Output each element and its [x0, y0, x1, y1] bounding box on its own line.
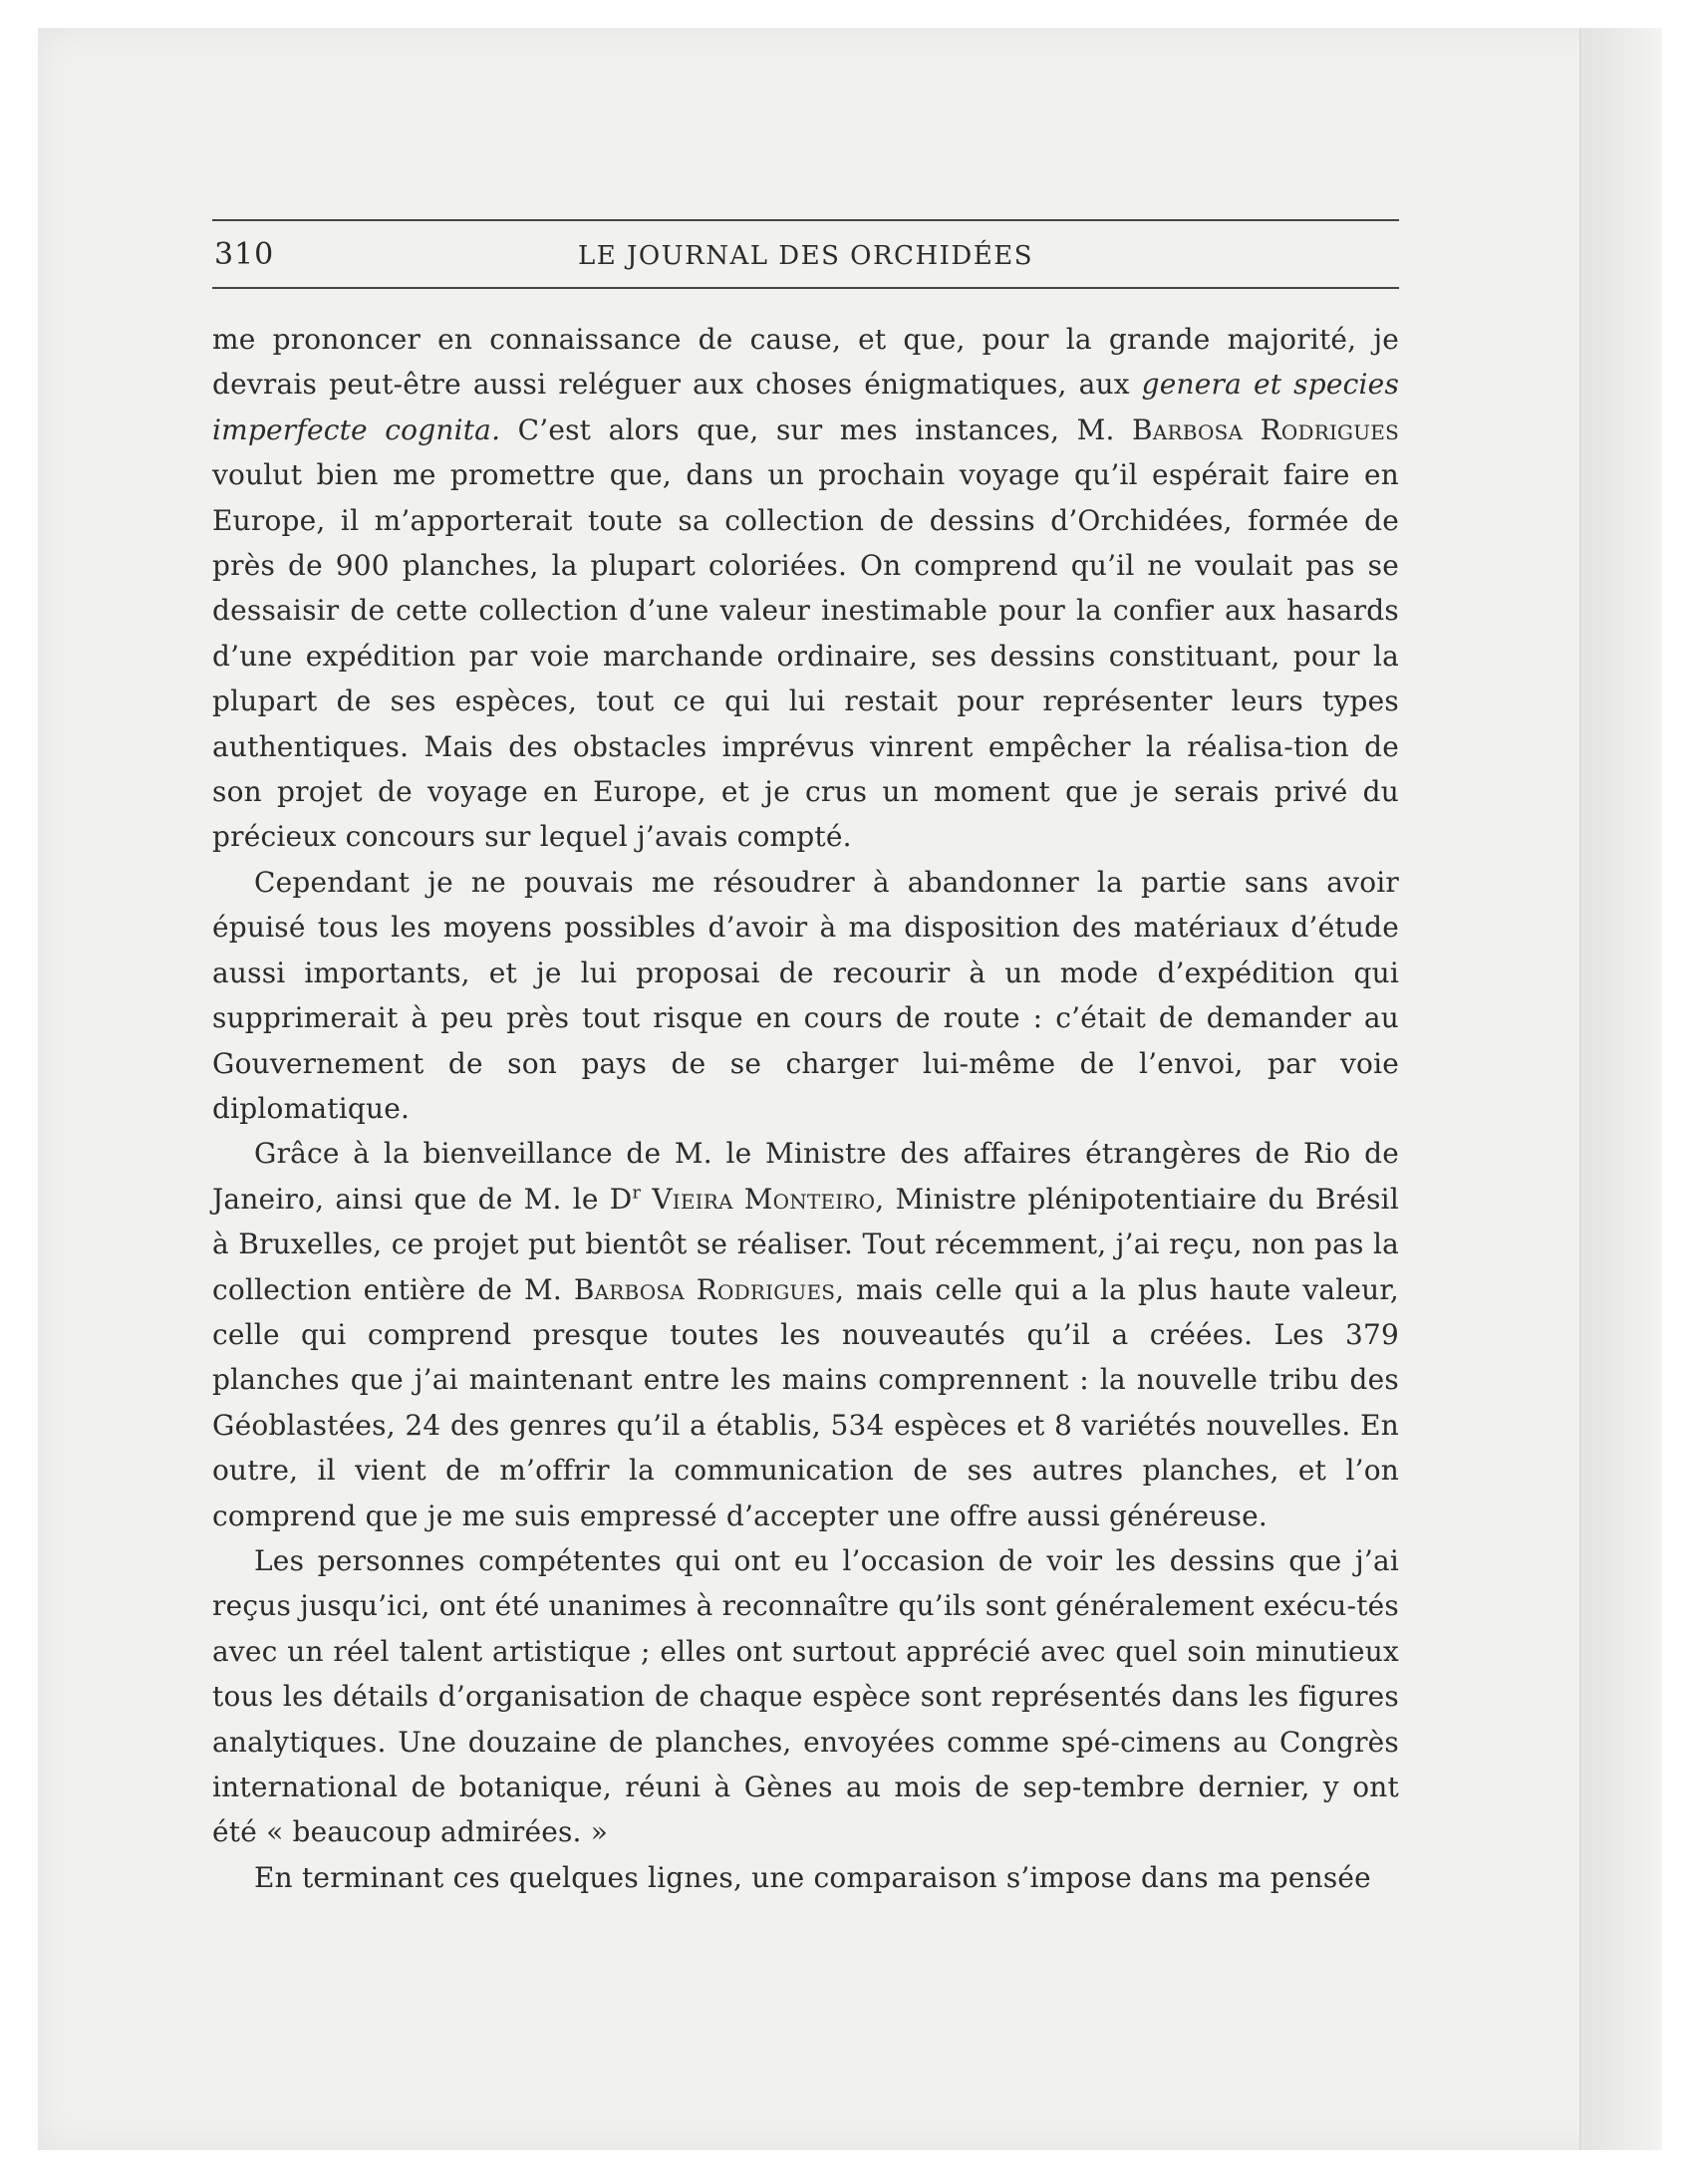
page-edge: [1579, 28, 1583, 2150]
italic-text-run: genera et species imperfecte cognita.: [212, 368, 1400, 446]
page-number: 310: [214, 237, 275, 272]
text-run: voulut bien me promettre que, dans un prochain voyage qu’il espérait faire en Europe, il m’apporterait toute sa collection de dessins d’Orchidées, formée de près de 900 planches, la plupart coloriées. On comprend qu’il ne voulait pas se dessaisir de cette collection d’une valeur inestimable pour la confier aux hasards d’une expédition par voie marchande ordinaire, ses dessins constituant, pour la plupart de ses espèces, tout ce qui lui restait pour représenter leurs types authentiques. Mais des obstacles imprévus vinrent empêcher la réalisa-tion de son projet de voyage en Europe, et je crus un moment que je serais privé du précieux concours sur lequel j’avais compté.: [212, 458, 1399, 854]
paragraph: [212, 860, 1399, 1131]
person-name: Vieira Monteiro: [652, 1182, 876, 1216]
superscript: r: [632, 1182, 642, 1204]
text-run: En terminant ces quelques lignes, une comparaison s’impose dans ma pensée: [254, 1860, 1371, 1894]
page-edge-shadow: [1583, 28, 1662, 2150]
text-run: Grâce à la bienveillance de M. le Ministre des affaires étrangères de Rio de Janeiro, ainsi que de M. le D: [212, 1137, 1399, 1216]
running-header: [212, 219, 1399, 289]
text-run: Cependant je ne pouvais me résoudrer à abandonner la partie sans avoir épuisé tous les moyens possibles d’avoir à ma disposition des matériaux d’étude aussi importants, et je lui proposai de recourir à un mode d’expédition qui supprimerait à peu près tout risque en cours de route : c’était de demander au Gouvernement de son pays de se charger lui-même de l’envoi, par voie diplomatique.: [212, 865, 1399, 1125]
paragraph: [212, 1131, 1399, 1538]
text-run: C’est alors que, sur mes instances, M.: [500, 412, 1133, 446]
paragraph: [212, 317, 1399, 860]
person-name: Barbosa Rodrigues: [1132, 412, 1399, 446]
person-name: Barbosa Rodrigues: [573, 1272, 836, 1306]
text-run: me prononcer en connaissance de cause, et que, pour la grande majorité, je devrais peut-être aussi reléguer aux choses énigmatiques, aux: [212, 323, 1399, 402]
text-run: [641, 1183, 652, 1216]
article-body: [212, 317, 1399, 1900]
text-run: Les personnes compétentes qui ont eu l’occasion de voir les dessins que j’ai reçus jusqu’ici, ont été unanimes à reconnaître qu’ils sont généralement exécu-tés avec un réel talent artistique ; elles ont surtout apprécié avec quel soin minutieux tous les détails d’organisation de chaque espèce sont représentés dans les figures analytiques. Une douzaine de planches, envoyées comme spé-cimens au Congrès international de botanique, réuni à Gènes au mois de sep-tembre dernier, y ont été « beaucoup admirées. »: [212, 1543, 1399, 1849]
text-run: , Ministre plénipotentiaire du Brésil à Bruxelles, ce projet put bientôt se réaliser. Tout récemment, j’ai reçu, non pas la collection entière de M.: [212, 1182, 1399, 1306]
text-run: , mais celle qui a la plus haute valeur, celle qui comprend presque toutes les nouveautés qu’il a créées. Les 379 planches que j’ai maintenant entre les mains comprennent : la nouvelle tribu des Géoblastées, 24 des genres qu’il a établis, 534 espèces et 8 variétés nouvelles. En outre, il vient de m’offrir la communication de ses autres planches, et l’on comprend que je me suis empressé d’accepter une offre aussi généreuse.: [212, 1272, 1399, 1532]
paragraph: [212, 1855, 1399, 1900]
paragraph: [212, 1538, 1399, 1855]
journal-title: LE JOURNAL DES ORCHIDÉES: [577, 241, 1034, 271]
